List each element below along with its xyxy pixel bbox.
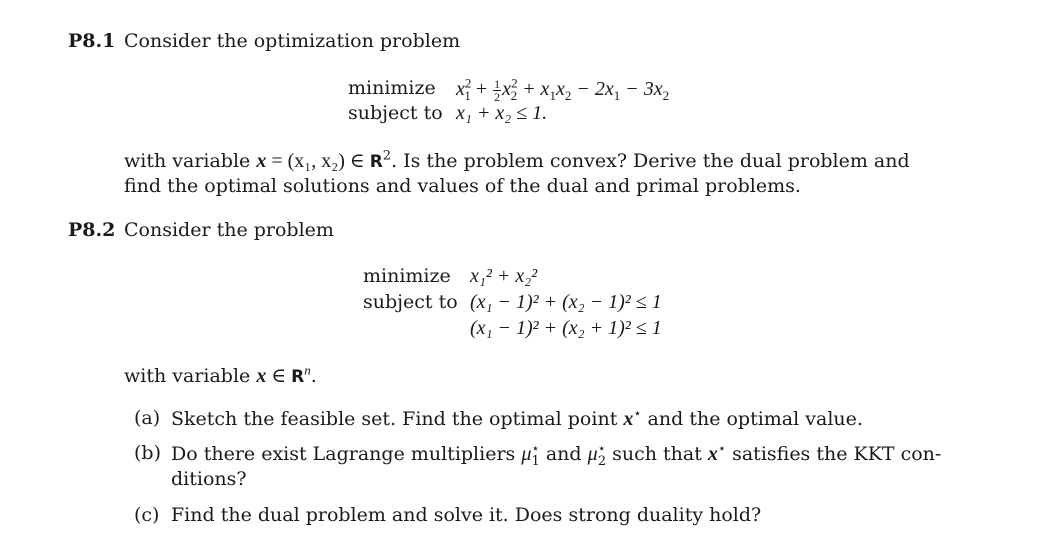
subquestion-a-text: Sketch the feasible set. Find the optimal point x⋆ and the optimal value. [171, 406, 863, 430]
subquestion-a-tag: (a) [134, 407, 161, 429]
problem-2-constraint-1: (x₁ − 1)² + (x₂ − 1)² ≤ 1 [470, 291, 662, 313]
problem-2-minimize-keyword: minimize [363, 265, 451, 287]
problem-1-label: P8.1 [68, 30, 116, 52]
problem-2-subject-to-keyword: subject to [363, 291, 458, 313]
problem-2-variable-statement: with variable x ∈ $R^n$. [124, 362, 317, 387]
problem-2-label: P8.2 [68, 219, 116, 241]
problem-1-objective: $x^2_1$ + $\frac{1}{2}$ $x^2_2 + x_1x_2 - 2x_1 - 3x_2$ [456, 75, 670, 104]
problem-2-objective: x₁² + x₂² [470, 265, 538, 287]
problem-1-body-line-2: find the optimal solutions and values of the dual and primal problems. [124, 175, 801, 197]
subquestion-b-text: Do there exist Lagrange multipliers $\mu^⋆_1$ and $\mu^⋆_2$ such that x⋆ satisfies the KKT con- [171, 441, 942, 469]
problem-1-minimize-keyword: minimize [348, 77, 436, 99]
subquestion-b-text-line-2: ditions? [171, 468, 247, 490]
reals-symbol: R [369, 152, 383, 172]
problem-1-body-line-1: with variable x = (x₁, x₂) ∈ $R^2$. Is the problem convex? Derive the dual problem and [124, 148, 910, 172]
problem-1-title: Consider the optimization problem [124, 30, 461, 52]
reals-symbol: R [291, 367, 305, 387]
subquestion-b-tag: (b) [134, 442, 161, 464]
one-half-fraction: $\frac{1}{2}$ [494, 77, 501, 104]
subquestion-c-text: Find the dual problem and solve it. Does strong duality hold? [171, 504, 762, 526]
problem-2-title: Consider the problem [124, 219, 334, 241]
subquestion-c-tag: (c) [134, 504, 160, 526]
problem-1-subject-to-keyword: subject to [348, 102, 443, 124]
problem-1-constraint: x₁ + x₂ ≤ 1. [456, 102, 548, 124]
problem-2-constraint-2: (x₁ − 1)² + (x₂ + 1)² ≤ 1 [470, 317, 662, 339]
